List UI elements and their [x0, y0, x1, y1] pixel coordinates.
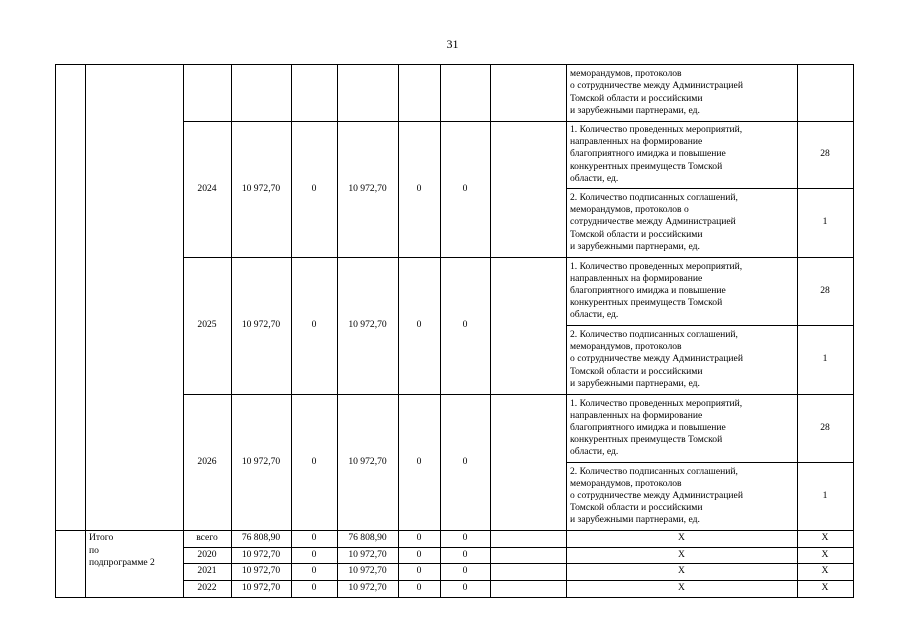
- totals-federal: 0: [311, 532, 317, 544]
- table-rule: [566, 462, 854, 463]
- year-block-other: 0: [462, 182, 468, 194]
- indicator-value: 28: [820, 284, 830, 296]
- table-rule: [55, 64, 854, 65]
- year-block-year: 2025: [197, 319, 217, 331]
- table-rule: [566, 188, 854, 189]
- totals-value: X: [821, 582, 829, 594]
- year-block-regional: 10 972,70: [348, 182, 387, 194]
- table-rule: [183, 547, 854, 548]
- totals-local: 0: [416, 582, 422, 594]
- indicator-text: 1. Количество проведенных мероприятий, направленных на формирование благоприятного имиджа и повышение конкурентных преимуществ Томской области, ед.: [570, 124, 743, 184]
- totals-value: X: [821, 548, 829, 560]
- totals-regional: 10 972,70: [348, 548, 387, 560]
- year-block-total: 10 972,70: [241, 319, 281, 331]
- year-block-total: 10 972,70: [241, 182, 281, 194]
- continued-indicator-text: меморандумов, протоколов о сотрудничестве между Администрацией Томской области и российскими и зарубежными партнерами, ед.: [570, 68, 743, 116]
- indicator-text: 2. Количество подписанных соглашений, меморандумов, протоколов о сотрудничестве между Администрацией Томской области и российскими и зарубежными партнерами, ед.: [570, 329, 743, 389]
- table-rule: [55, 530, 854, 531]
- totals-regional: 10 972,70: [348, 582, 387, 594]
- indicator-value: 28: [820, 421, 830, 433]
- table-rule: [85, 64, 86, 598]
- year-block-year: 2024: [197, 182, 217, 194]
- totals-indicator: X: [678, 548, 685, 560]
- year-block-total: 10 972,70: [241, 455, 281, 467]
- totals-period: всего: [196, 532, 218, 544]
- totals-total: 10 972,70: [241, 548, 281, 560]
- totals-total: 10 972,70: [241, 565, 281, 577]
- totals-value: X: [821, 532, 829, 544]
- year-block-regional: 10 972,70: [348, 319, 387, 331]
- totals-local: 0: [416, 548, 422, 560]
- year-block-local: 0: [416, 455, 422, 467]
- totals-regional: 10 972,70: [348, 565, 387, 577]
- totals-period: 2021: [197, 565, 217, 577]
- table-rule: [55, 64, 56, 598]
- indicator-text: 1. Количество проведенных мероприятий, направленных на формирование благоприятного имиджа и повышение конкурентных преимуществ Томской области, ед.: [570, 397, 743, 458]
- year-block-regional: 10 972,70: [348, 455, 387, 467]
- totals-value: X: [821, 565, 829, 577]
- table-rule: [490, 64, 491, 598]
- year-block-local: 0: [416, 319, 422, 331]
- year-block-federal: 0: [311, 182, 317, 194]
- indicator-value: 1: [822, 489, 828, 501]
- table-rule: [797, 64, 798, 598]
- indicator-text: 2. Количество подписанных соглашений, меморандумов, протоколов о сотрудничестве между Администрацией Томской области и российскими и зарубежными партнерами, ед.: [570, 192, 738, 252]
- totals-period: 2022: [197, 582, 217, 594]
- table-rule: [183, 121, 854, 122]
- table-rule: [566, 64, 567, 598]
- totals-total: 76 808,90: [241, 532, 281, 544]
- totals-federal: 0: [311, 582, 317, 594]
- table-rule: [183, 394, 854, 395]
- totals-local: 0: [416, 565, 422, 577]
- indicator-value: 28: [820, 148, 830, 160]
- year-block-year: 2026: [197, 455, 217, 467]
- page-number: 31: [446, 37, 459, 51]
- indicator-value: 1: [822, 216, 828, 228]
- totals-federal: 0: [311, 548, 317, 560]
- totals-regional: 76 808,90: [348, 532, 387, 544]
- table-rule: [55, 597, 854, 598]
- indicator-value: 1: [822, 353, 828, 365]
- indicator-text: 1. Количество проведенных мероприятий, направленных на формирование благоприятного имиджа и повышение конкурентных преимуществ Томской области, ед.: [570, 260, 743, 321]
- totals-other: 0: [462, 532, 468, 544]
- year-block-other: 0: [462, 319, 468, 331]
- totals-indicator: X: [678, 532, 685, 544]
- table-rule: [566, 325, 854, 326]
- table-rule: [183, 580, 854, 581]
- totals-federal: 0: [311, 565, 317, 577]
- totals-other: 0: [462, 582, 468, 594]
- table-rule: [853, 64, 854, 598]
- totals-indicator: X: [678, 565, 685, 577]
- year-block-federal: 0: [311, 455, 317, 467]
- totals-label: Итого по подпрограмме 2: [89, 532, 155, 569]
- table-rule: [183, 563, 854, 564]
- totals-period: 2020: [197, 548, 217, 560]
- totals-other: 0: [462, 565, 468, 577]
- year-block-federal: 0: [311, 319, 317, 331]
- indicator-text: 2. Количество подписанных соглашений, меморандумов, протоколов о сотрудничестве между Администрацией Томской области и российскими и зарубежными партнерами, ед.: [570, 465, 743, 526]
- totals-total: 10 972,70: [241, 582, 281, 594]
- totals-indicator: X: [678, 582, 685, 594]
- year-block-local: 0: [416, 182, 422, 194]
- totals-other: 0: [462, 548, 468, 560]
- year-block-other: 0: [462, 455, 468, 467]
- totals-local: 0: [416, 532, 422, 544]
- table-rule: [183, 257, 854, 258]
